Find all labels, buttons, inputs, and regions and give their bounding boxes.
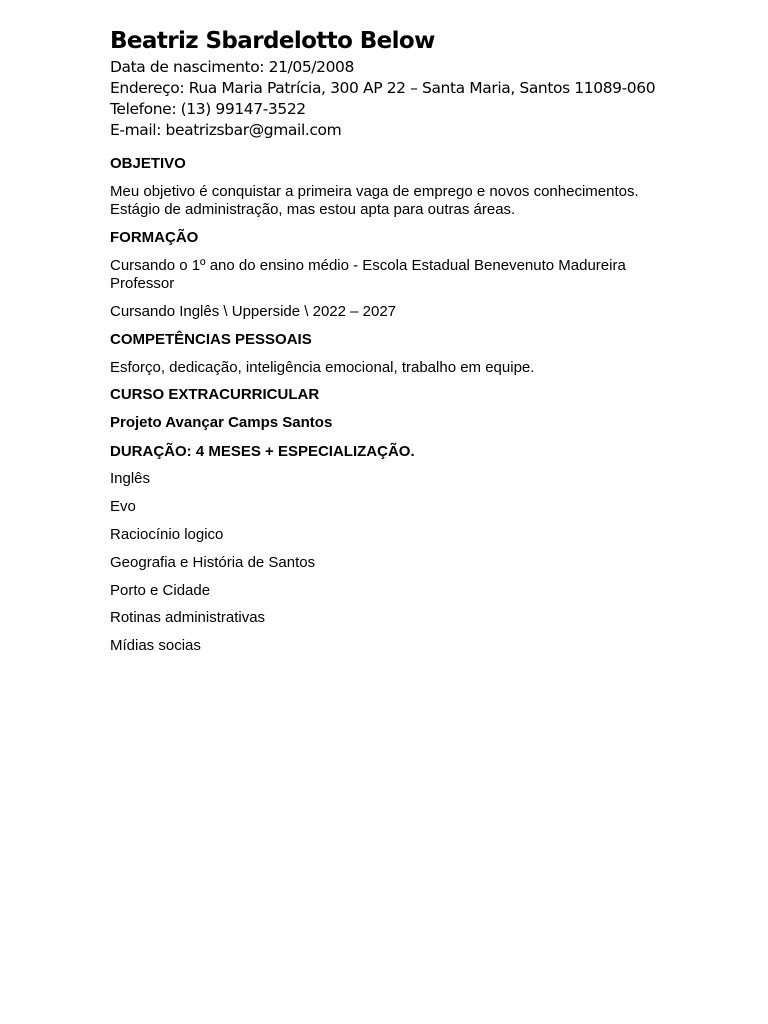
formacao-item: Cursando Inglês \ Upperside \ 2022 – 2027 xyxy=(110,303,397,320)
candidate-name: Beatriz Sbardelotto Below xyxy=(110,28,435,54)
curso-topic: Evo xyxy=(110,498,136,515)
curso-topic: Mídias socias xyxy=(110,637,201,654)
email: E-mail: beatrizsbar@gmail.com xyxy=(110,121,342,139)
curso-topic: Rotinas administrativas xyxy=(110,609,266,626)
formacao-heading: FORMAÇÃO xyxy=(110,229,199,246)
competencias-heading: COMPETÊNCIAS PESSOAIS xyxy=(110,331,312,348)
curso-topic: Inglês xyxy=(110,470,151,487)
birth-date: Data de nascimento: 21/05/2008 xyxy=(110,58,354,76)
objetivo-heading: OBJETIVO xyxy=(110,155,186,172)
phone: Telefone: (13) 99147-3522 xyxy=(110,100,306,118)
curso-project: Projeto Avançar Camps Santos xyxy=(110,414,333,431)
curso-heading: CURSO EXTRACURRICULAR xyxy=(110,386,320,403)
competencias-text: Esforço, dedicação, inteligência emocional, trabalho em equipe. xyxy=(110,359,535,376)
formacao-item: Cursando o 1º ano do ensino médio - Escola Estadual Benevenuto Madureira Professor xyxy=(110,257,626,292)
curso-topic: Raciocínio logico xyxy=(110,526,224,543)
curso-topic: Porto e Cidade xyxy=(110,582,211,599)
curso-duration: DURAÇÃO: 4 MESES + ESPECIALIZAÇÃO. xyxy=(110,443,415,460)
objetivo-text: Meu objetivo é conquistar a primeira vaga de emprego e novos conhecimentos. Estágio de administração, mas estou apta para outras áreas. xyxy=(110,183,639,218)
curso-topic: Geografia e História de Santos xyxy=(110,554,316,571)
address: Endereço: Rua Maria Patrícia, 300 AP 22 – Santa Maria, Santos 11089-060 xyxy=(110,79,656,97)
